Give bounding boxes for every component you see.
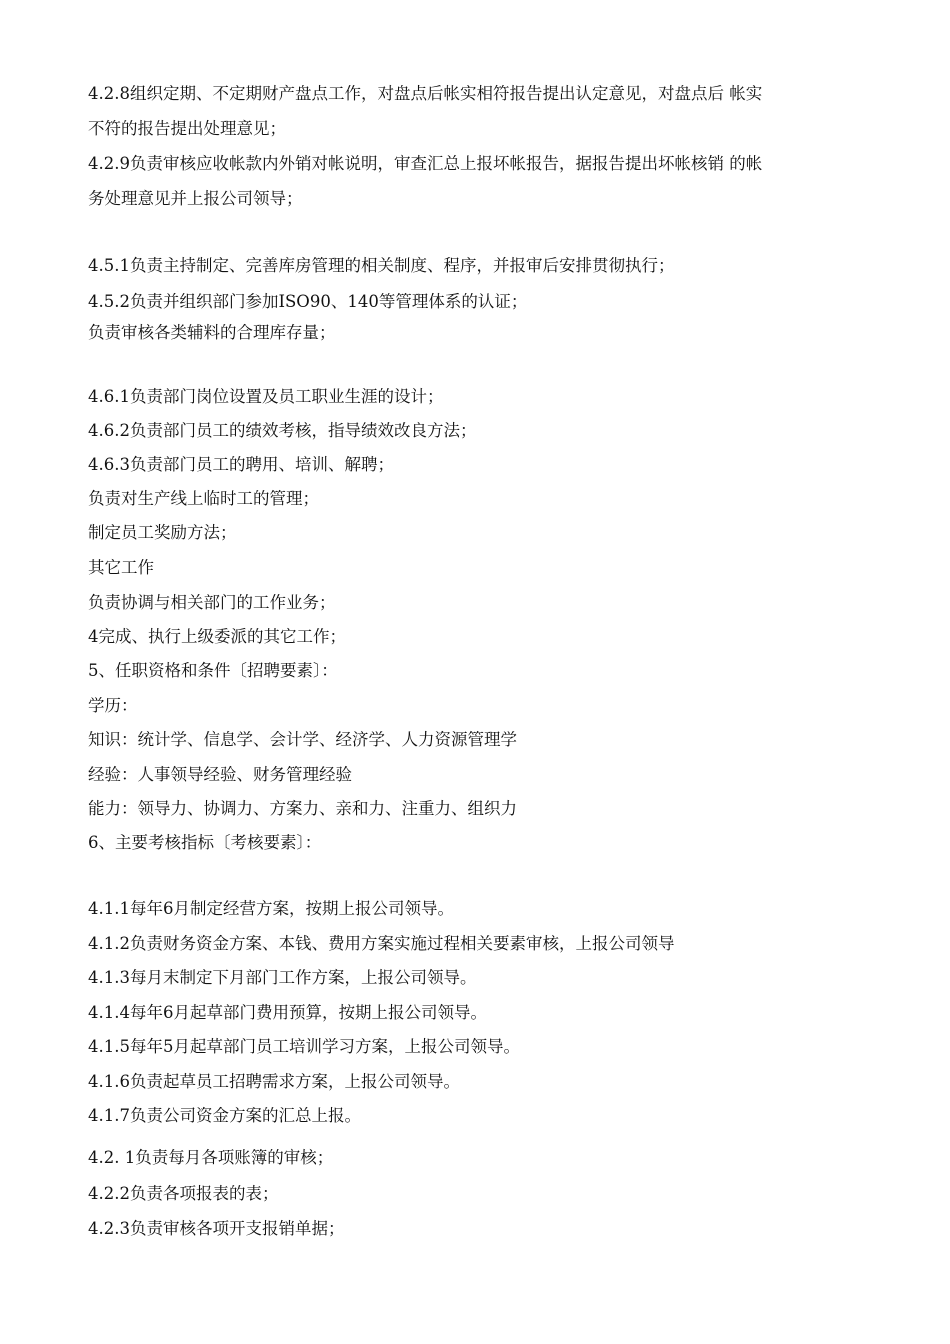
- text-line: 4.5.1负责主持制定、完善库房管理的相关制度、程序，并报审后安排贯彻执行；: [88, 256, 675, 275]
- text-line: 4.1.4每年6月起草部门费用预算，按期上报公司领导。: [88, 1003, 487, 1022]
- text-line: 负责对生产线上临时工的管理；: [88, 489, 319, 508]
- text-line: 4.2.9负责审核应收帐款内外销对帐说明，审查汇总上报坏帐报告，据报告提出坏帐核销 的帐: [88, 154, 763, 173]
- text-line: 4.1.1每年6月制定经营方案，按期上报公司领导。: [88, 899, 454, 918]
- text-line: 4.2. 1负责每月各项账簿的审核；: [88, 1148, 334, 1167]
- text-line: 4.1.2负责财务资金方案、本钱、费用方案实施过程相关要素审核，上报公司领导: [88, 934, 675, 953]
- text-line: 知识：统计学、信息学、会计学、经济学、人力资源管理学: [88, 730, 517, 749]
- text-line: 制定员工奖励方法；: [88, 523, 237, 542]
- text-line: 4完成、执行上级委派的其它工作；: [88, 627, 346, 646]
- text-line: 4.6.1负责部门岗位设置及员工职业生涯的设计；: [88, 387, 444, 406]
- text-line: 4.6.3负责部门员工的聘用、培训、解聘；: [88, 455, 394, 474]
- text-line: 4.1.3每月末制定下月部门工作方案，上报公司领导。: [88, 968, 477, 987]
- text-line: 4.1.6负责起草员工招聘需求方案，上报公司领导。: [88, 1072, 460, 1091]
- text-line: 能力：领导力、协调力、方案力、亲和力、注重力、组织力: [88, 799, 517, 818]
- text-line: 务处理意见并上报公司领导；: [88, 189, 303, 208]
- text-line: 4.1.7负责公司资金方案的汇总上报。: [88, 1106, 361, 1125]
- text-line: 学历：: [88, 696, 138, 715]
- text-line: 不符的报告提出处理意见；: [88, 119, 286, 138]
- text-line: 4.6.2负责部门员工的绩效考核，指导绩效改良方法；: [88, 421, 477, 440]
- text-line: 4.1.5每年5月起草部门员工培训学习方案，上报公司领导。: [88, 1037, 520, 1056]
- text-line: 负责协调与相关部门的工作业务；: [88, 593, 336, 612]
- text-line: 5、任职资格和条件〔招聘要素〕：: [88, 661, 338, 680]
- text-line: 4.2.2负责各项报表的表；: [88, 1184, 279, 1203]
- text-line: 4.2.8组织定期、不定期财产盘点工作，对盘点后帐实相符报告提出认定意见，对盘点后 帐实: [88, 84, 763, 103]
- text-line: 负责审核各类辅料的合理库存量；: [88, 323, 336, 342]
- text-line: 经验：人事领导经验、财务管理经验: [88, 765, 352, 784]
- text-line: 其它工作: [88, 558, 154, 577]
- text-line: 4.2.3负责审核各项开支报销单据；: [88, 1219, 345, 1238]
- text-line: 6、主要考核指标〔考核要素〕：: [88, 833, 322, 852]
- text-line: 4.5.2负责并组织部门参加ISO90、140等管理体系的认证；: [88, 292, 528, 311]
